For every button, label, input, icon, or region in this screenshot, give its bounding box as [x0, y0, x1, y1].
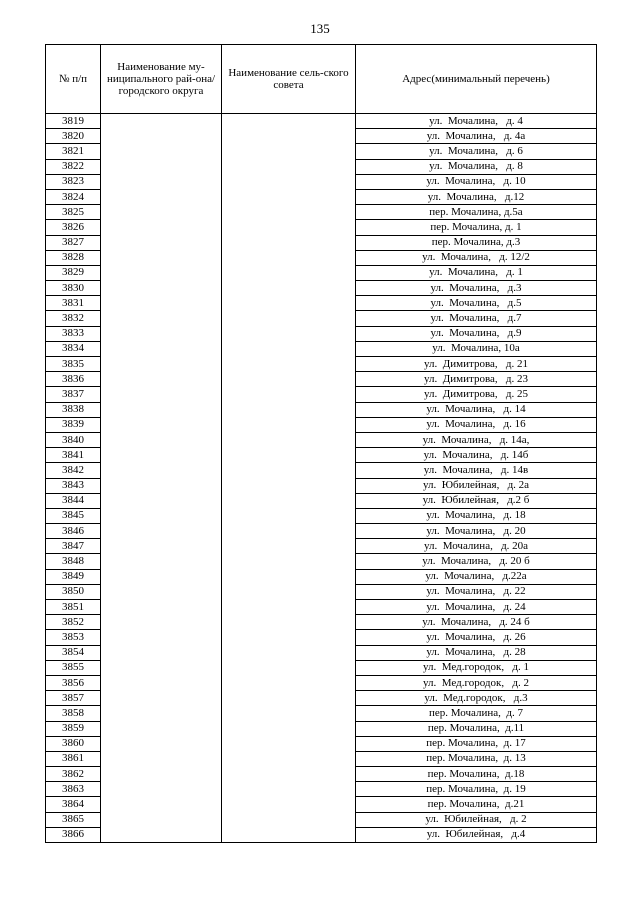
- table-row: [46, 296, 597, 311]
- row-number: 3866: [46, 827, 101, 842]
- row-address: ул. Мочалина, д. 6: [356, 144, 597, 159]
- row-council: [222, 478, 356, 493]
- table-row: [46, 265, 597, 280]
- row-council: [222, 615, 356, 630]
- table-row: [46, 417, 597, 432]
- row-number: 3853: [46, 630, 101, 645]
- row-address: ул. Мочалина, д. 14а,: [356, 432, 597, 447]
- row-number: 3824: [46, 189, 101, 204]
- row-council: [222, 554, 356, 569]
- row-address: ул. Мочалина, д.5: [356, 296, 597, 311]
- row-number: 3834: [46, 341, 101, 356]
- row-number: 3833: [46, 326, 101, 341]
- table-row: [46, 311, 597, 326]
- row-district: [101, 432, 222, 447]
- row-district: [101, 812, 222, 827]
- row-address: пер. Мочалина, д.5а: [356, 205, 597, 220]
- table-row: [46, 144, 597, 159]
- row-council: [222, 600, 356, 615]
- row-address: пер. Мочалина, д.21: [356, 797, 597, 812]
- row-council: [222, 630, 356, 645]
- row-address: ул. Мочалина, д. 28: [356, 645, 597, 660]
- row-address: пер. Мочалина, д.18: [356, 767, 597, 782]
- row-council: [222, 174, 356, 189]
- row-district: [101, 706, 222, 721]
- row-number: 3861: [46, 751, 101, 766]
- row-number: 3827: [46, 235, 101, 250]
- table-row: [46, 341, 597, 356]
- row-address: ул. Димитрова, д. 25: [356, 387, 597, 402]
- row-address: пер. Мочалина, д.3: [356, 235, 597, 250]
- row-district: [101, 463, 222, 478]
- table-row: [46, 751, 597, 766]
- row-council: [222, 296, 356, 311]
- row-council: [222, 205, 356, 220]
- row-council: [222, 569, 356, 584]
- row-district: [101, 448, 222, 463]
- row-number: 3842: [46, 463, 101, 478]
- row-address: ул. Димитрова, д. 21: [356, 357, 597, 372]
- table-row: [46, 584, 597, 599]
- table-row: [46, 372, 597, 387]
- table-body: [46, 114, 597, 843]
- row-district: [101, 751, 222, 766]
- row-district: [101, 721, 222, 736]
- row-council: [222, 751, 356, 766]
- table-row: [46, 554, 597, 569]
- table-row: [46, 630, 597, 645]
- row-district: [101, 615, 222, 630]
- table-row: [46, 508, 597, 523]
- table-row: [46, 387, 597, 402]
- row-address: ул. Юбилейная, д. 2: [356, 812, 597, 827]
- row-district: [101, 220, 222, 235]
- row-number: 3832: [46, 311, 101, 326]
- row-district: [101, 478, 222, 493]
- row-district: [101, 539, 222, 554]
- row-council: [222, 235, 356, 250]
- row-address: ул. Мочалина, д.9: [356, 326, 597, 341]
- row-address: ул. Мочалина, д. 1: [356, 265, 597, 280]
- row-address: ул. Мочалина, д. 14б: [356, 448, 597, 463]
- row-council: [222, 675, 356, 690]
- table-row: [46, 812, 597, 827]
- row-district: [101, 600, 222, 615]
- table-row: [46, 357, 597, 372]
- row-number: 3865: [46, 812, 101, 827]
- row-council: [222, 189, 356, 204]
- row-council: [222, 812, 356, 827]
- row-district: [101, 554, 222, 569]
- address-registry-table: [45, 44, 597, 843]
- header-address: Адрес(минимальный перечень): [356, 45, 597, 114]
- row-council: [222, 691, 356, 706]
- row-address: ул. Димитрова, д. 23: [356, 372, 597, 387]
- row-number: 3821: [46, 144, 101, 159]
- row-number: 3852: [46, 615, 101, 630]
- row-address: пер. Мочалина, д. 19: [356, 782, 597, 797]
- table-row: [46, 660, 597, 675]
- row-number: 3831: [46, 296, 101, 311]
- row-number: 3851: [46, 600, 101, 615]
- row-council: [222, 539, 356, 554]
- row-district: [101, 736, 222, 751]
- row-district: [101, 630, 222, 645]
- table-row: [46, 402, 597, 417]
- row-address: ул. Мочалина, д. 14: [356, 402, 597, 417]
- row-council: [222, 721, 356, 736]
- row-address: ул. Юбилейная, д.2 б: [356, 493, 597, 508]
- row-address: ул. Мочалина, д. 12/2: [356, 250, 597, 265]
- row-council: [222, 827, 356, 842]
- row-council: [222, 341, 356, 356]
- row-address: ул. Мочалина, д. 24 б: [356, 615, 597, 630]
- row-council: [222, 372, 356, 387]
- table-row: [46, 493, 597, 508]
- table-row: [46, 721, 597, 736]
- row-council: [222, 797, 356, 812]
- row-number: 3828: [46, 250, 101, 265]
- row-district: [101, 782, 222, 797]
- table-row: [46, 600, 597, 615]
- row-address: ул. Мочалина, д. 14в: [356, 463, 597, 478]
- row-district: [101, 417, 222, 432]
- row-number: 3859: [46, 721, 101, 736]
- row-district: [101, 493, 222, 508]
- row-council: [222, 250, 356, 265]
- row-number: 3862: [46, 767, 101, 782]
- row-number: 3854: [46, 645, 101, 660]
- row-address: ул. Мед.городок, д. 2: [356, 675, 597, 690]
- row-address: пер. Мочалина, д. 17: [356, 736, 597, 751]
- row-district: [101, 372, 222, 387]
- row-address: ул. Мочалина, д. 4а: [356, 129, 597, 144]
- row-district: [101, 235, 222, 250]
- row-district: [101, 524, 222, 539]
- row-address: пер. Мочалина, д.11: [356, 721, 597, 736]
- table-row: [46, 782, 597, 797]
- row-number: 3826: [46, 220, 101, 235]
- table-row: [46, 736, 597, 751]
- row-number: 3845: [46, 508, 101, 523]
- row-district: [101, 326, 222, 341]
- row-district: [101, 691, 222, 706]
- header-number: № п/п: [46, 45, 101, 114]
- row-number: 3836: [46, 372, 101, 387]
- row-number: 3863: [46, 782, 101, 797]
- row-district: [101, 660, 222, 675]
- table-row: [46, 326, 597, 341]
- row-address: ул. Мочалина, д.3: [356, 281, 597, 296]
- row-council: [222, 660, 356, 675]
- row-council: [222, 782, 356, 797]
- row-number: 3843: [46, 478, 101, 493]
- row-address: ул. Мочалина, д. 8: [356, 159, 597, 174]
- table-row: [46, 432, 597, 447]
- row-address: пер. Мочалина, д. 1: [356, 220, 597, 235]
- row-council: [222, 736, 356, 751]
- row-number: 3819: [46, 114, 101, 129]
- row-council: [222, 524, 356, 539]
- row-number: 3856: [46, 675, 101, 690]
- row-address: ул. Юбилейная, д.4: [356, 827, 597, 842]
- row-council: [222, 508, 356, 523]
- row-number: 3864: [46, 797, 101, 812]
- row-district: [101, 144, 222, 159]
- row-council: [222, 767, 356, 782]
- row-council: [222, 402, 356, 417]
- row-address: ул. Мочалина, д. 20 б: [356, 554, 597, 569]
- row-number: 3837: [46, 387, 101, 402]
- row-district: [101, 827, 222, 842]
- row-district: [101, 311, 222, 326]
- row-number: 3823: [46, 174, 101, 189]
- row-council: [222, 144, 356, 159]
- table-row: [46, 114, 597, 129]
- row-district: [101, 114, 222, 129]
- row-council: [222, 265, 356, 280]
- table-row: [46, 463, 597, 478]
- table-row: [46, 767, 597, 782]
- table-row: [46, 174, 597, 189]
- row-district: [101, 357, 222, 372]
- row-council: [222, 357, 356, 372]
- row-district: [101, 645, 222, 660]
- row-council: [222, 463, 356, 478]
- row-district: [101, 584, 222, 599]
- row-number: 3840: [46, 432, 101, 447]
- row-address: ул. Мочалина, д. 16: [356, 417, 597, 432]
- table-row: [46, 539, 597, 554]
- table-row: [46, 797, 597, 812]
- row-number: 3825: [46, 205, 101, 220]
- row-address: пер. Мочалина, д. 7: [356, 706, 597, 721]
- row-council: [222, 220, 356, 235]
- table-header-row: [46, 45, 597, 114]
- row-district: [101, 341, 222, 356]
- table-row: [46, 478, 597, 493]
- row-number: 3830: [46, 281, 101, 296]
- table-row: [46, 220, 597, 235]
- row-district: [101, 265, 222, 280]
- table-row: [46, 235, 597, 250]
- row-number: 3844: [46, 493, 101, 508]
- table-row: [46, 205, 597, 220]
- row-address: ул. Мед.городок, д. 1: [356, 660, 597, 675]
- table-row: [46, 569, 597, 584]
- row-council: [222, 584, 356, 599]
- row-number: 3848: [46, 554, 101, 569]
- row-council: [222, 387, 356, 402]
- table-row: [46, 675, 597, 690]
- table-row: [46, 159, 597, 174]
- row-district: [101, 281, 222, 296]
- row-district: [101, 174, 222, 189]
- row-number: 3849: [46, 569, 101, 584]
- row-district: [101, 508, 222, 523]
- row-district: [101, 767, 222, 782]
- row-number: 3841: [46, 448, 101, 463]
- row-number: 3838: [46, 402, 101, 417]
- row-address: пер. Мочалина, д. 13: [356, 751, 597, 766]
- row-number: 3857: [46, 691, 101, 706]
- row-district: [101, 797, 222, 812]
- row-number: 3860: [46, 736, 101, 751]
- table-row: [46, 524, 597, 539]
- page-number: 135: [310, 21, 330, 36]
- table-row: [46, 448, 597, 463]
- table-row: [46, 645, 597, 660]
- row-district: [101, 189, 222, 204]
- row-number: 3847: [46, 539, 101, 554]
- row-address: ул. Мочалина, д. 24: [356, 600, 597, 615]
- row-address: ул. Мочалина, д. 20а: [356, 539, 597, 554]
- row-address: ул. Мед.городок, д.3: [356, 691, 597, 706]
- row-address: ул. Мочалина, д.22а: [356, 569, 597, 584]
- row-address: ул. Мочалина, д. 22: [356, 584, 597, 599]
- row-address: ул. Юбилейная, д. 2а: [356, 478, 597, 493]
- row-number: 3858: [46, 706, 101, 721]
- row-address: ул. Мочалина, 10а: [356, 341, 597, 356]
- table-row: [46, 691, 597, 706]
- row-number: 3839: [46, 417, 101, 432]
- row-address: ул. Мочалина, д.12: [356, 189, 597, 204]
- row-number: 3850: [46, 584, 101, 599]
- row-number: 3835: [46, 357, 101, 372]
- row-number: 3846: [46, 524, 101, 539]
- row-council: [222, 645, 356, 660]
- header-district: Наименование му-ниципального рай-она/ городского округа: [101, 45, 222, 114]
- table-row: [46, 615, 597, 630]
- row-address: ул. Мочалина, д. 20: [356, 524, 597, 539]
- row-address: ул. Мочалина, д. 10: [356, 174, 597, 189]
- row-council: [222, 493, 356, 508]
- table-row: [46, 129, 597, 144]
- row-district: [101, 250, 222, 265]
- row-council: [222, 448, 356, 463]
- row-number: 3822: [46, 159, 101, 174]
- row-council: [222, 432, 356, 447]
- row-council: [222, 129, 356, 144]
- row-council: [222, 281, 356, 296]
- row-council: [222, 417, 356, 432]
- row-address: ул. Мочалина, д. 26: [356, 630, 597, 645]
- row-district: [101, 296, 222, 311]
- table-row: [46, 250, 597, 265]
- row-district: [101, 387, 222, 402]
- table-row: [46, 281, 597, 296]
- row-number: 3829: [46, 265, 101, 280]
- row-address: ул. Мочалина, д.7: [356, 311, 597, 326]
- header-council: Наименование сель-ского совета: [222, 45, 356, 114]
- table-row: [46, 706, 597, 721]
- row-address: ул. Мочалина, д. 18: [356, 508, 597, 523]
- row-council: [222, 326, 356, 341]
- row-number: 3855: [46, 660, 101, 675]
- row-district: [101, 129, 222, 144]
- row-council: [222, 706, 356, 721]
- row-council: [222, 159, 356, 174]
- row-council: [222, 114, 356, 129]
- row-district: [101, 675, 222, 690]
- row-address: ул. Мочалина, д. 4: [356, 114, 597, 129]
- table-row: [46, 827, 597, 842]
- table-row: [46, 189, 597, 204]
- row-district: [101, 205, 222, 220]
- row-district: [101, 159, 222, 174]
- row-district: [101, 569, 222, 584]
- row-number: 3820: [46, 129, 101, 144]
- row-district: [101, 402, 222, 417]
- row-council: [222, 311, 356, 326]
